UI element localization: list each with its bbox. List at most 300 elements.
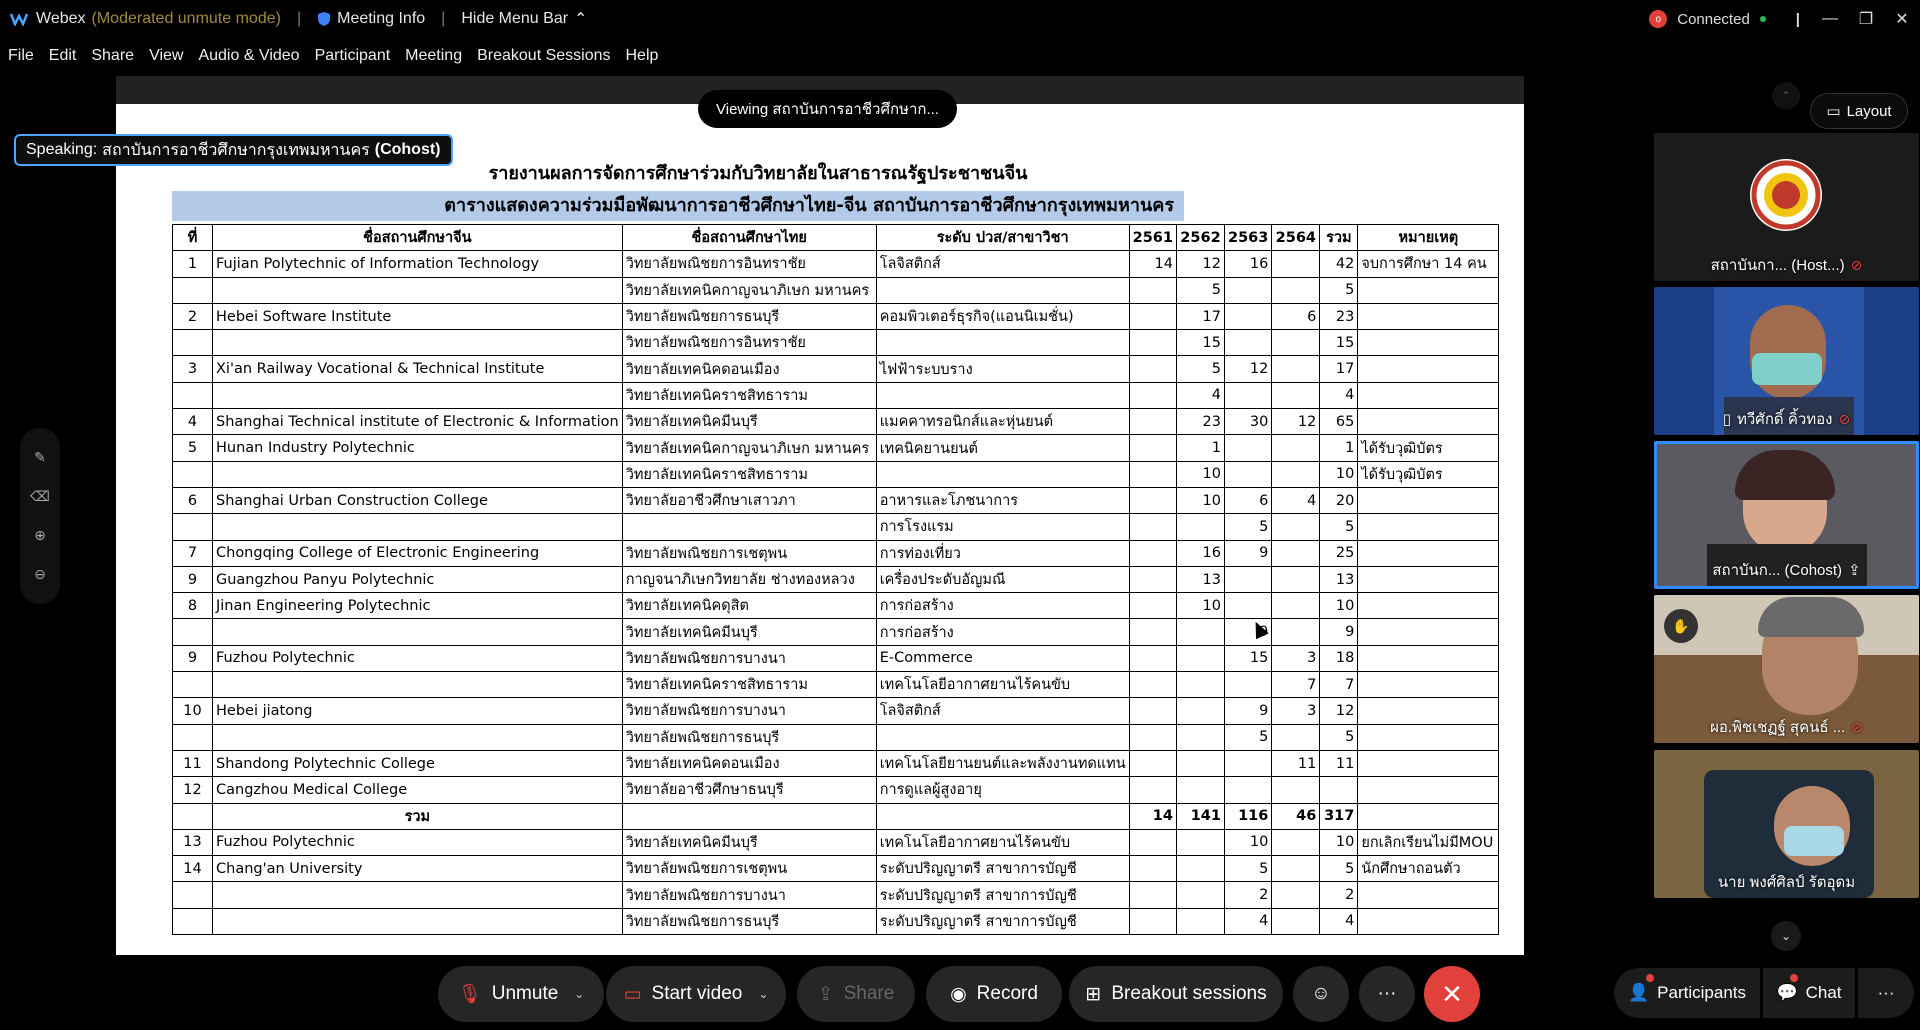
table-cell (1358, 409, 1499, 435)
hide-menu-bar-button[interactable] (461, 9, 587, 29)
table-cell: 7 (1272, 672, 1320, 698)
table-cell (1358, 908, 1499, 934)
divider: | (1795, 10, 1800, 28)
table-cell (876, 277, 1129, 303)
title-bar (0, 0, 1920, 38)
face-mask (1752, 353, 1822, 385)
table-cell (1224, 750, 1271, 776)
table-cell: 1 (1176, 435, 1224, 461)
connection-status[interactable] (1649, 0, 1800, 38)
table-cell (622, 803, 876, 829)
table-cell (1129, 566, 1176, 592)
table-cell: วิทยาลัยอาชีวศึกษาธนบุรี (622, 777, 876, 803)
table-cell: วิทยาลัยพณิชยการเชตุพน (622, 856, 876, 882)
table-cell (1176, 856, 1224, 882)
table-cell (1129, 908, 1176, 934)
participants-label: Participants (1657, 983, 1746, 1002)
menu-share[interactable]: Share (91, 47, 135, 64)
table-cell (1272, 461, 1320, 487)
table-cell: Fuzhou Polytechnic (213, 829, 623, 855)
total-value: 116 (1224, 803, 1271, 829)
zoom-in-icon[interactable]: ⊕ (34, 527, 46, 543)
video-off-icon: ▭ (623, 983, 642, 1005)
table-cell: ไฟฟ้าระบบราง (876, 356, 1129, 382)
table-cell: 10 (1224, 829, 1271, 855)
table-cell: 5 (1176, 277, 1224, 303)
table-cell: 4 (1176, 382, 1224, 408)
table-cell: วิทยาลัยเทคนิคมีนบุรี (622, 409, 876, 435)
table-cell (1129, 461, 1176, 487)
table-cell: 10 (1320, 593, 1358, 619)
window-controls (1812, 0, 1920, 38)
breakout-sessions-button[interactable] (1069, 966, 1283, 1022)
table-cell (1129, 382, 1176, 408)
chat-icon: 💬 (1776, 983, 1798, 1002)
table-cell (213, 330, 623, 356)
table-cell (1358, 724, 1499, 750)
table-cell: 5 (1320, 856, 1358, 882)
table-cell (1358, 277, 1499, 303)
table-cell (876, 330, 1129, 356)
annotate-pen-icon[interactable]: ✎ (34, 449, 46, 465)
table-cell: 11 (1320, 750, 1358, 776)
table-cell: Fuzhou Polytechnic (213, 645, 623, 671)
table-cell (173, 461, 213, 487)
table-cell (173, 277, 213, 303)
share-icon: ⇪ (817, 983, 834, 1005)
table-cell (1129, 435, 1176, 461)
table-cell (173, 882, 213, 908)
table-row (173, 908, 1499, 934)
table-cell: 16 (1176, 540, 1224, 566)
table-cell (1358, 672, 1499, 698)
table-cell (213, 461, 623, 487)
chat-button[interactable] (1763, 968, 1855, 1018)
table-cell (1129, 619, 1176, 645)
table-cell: วิทยาลัยพณิชยการธนบุรี (622, 908, 876, 934)
table-cell: แมคคาทรอนิกส์และหุ่นยนต์ (876, 409, 1129, 435)
shield-icon (317, 11, 331, 27)
column-header: รวม (1320, 225, 1358, 251)
chevron-down-icon[interactable]: ⌄ (1771, 921, 1801, 951)
table-row (173, 356, 1499, 382)
table-cell (1272, 856, 1320, 882)
table-row (173, 882, 1499, 908)
table-cell: วิทยาลัยเทคนิคกาญจนาภิเษก มหานคร (622, 277, 876, 303)
table-cell (1358, 566, 1499, 592)
table-cell: 6 (1224, 487, 1271, 513)
chevron-up-icon[interactable]: ⌃ (1772, 82, 1800, 110)
table-cell (1358, 698, 1499, 724)
zoom-out-icon[interactable]: ⊖ (34, 566, 46, 582)
table-cell (213, 672, 623, 698)
menu-breakout-sessions[interactable]: Breakout Sessions (477, 47, 611, 64)
table-cell: 23 (1176, 409, 1224, 435)
table-cell: 12 (1224, 356, 1271, 382)
table-cell: 3 (173, 356, 213, 382)
reactions-button[interactable] (1293, 966, 1349, 1022)
table-cell (1358, 750, 1499, 776)
table-cell: 9 (1320, 619, 1358, 645)
start-video-button[interactable] (606, 966, 786, 1022)
table-cell (213, 882, 623, 908)
table-cell: 6 (173, 487, 213, 513)
connected-dot-icon (1760, 16, 1766, 22)
table-cell (876, 724, 1129, 750)
share-label: Share (843, 983, 895, 1004)
table-cell: ได้รับวุฒิบัตร (1358, 435, 1499, 461)
document-title: รายงานผลการจัดการศึกษาร่วมกับวิทยาลัยในสาธารณรัฐประชาชนจีน (488, 163, 1028, 184)
muted-mic-icon: ⊘ (1838, 410, 1851, 427)
table-cell (1176, 645, 1224, 671)
participants-button[interactable] (1614, 968, 1760, 1018)
table-cell: ระดับปริญญาตรี สาขาการบัญชี (876, 882, 1129, 908)
table-cell: ได้รับวุฒิบัตร (1358, 461, 1499, 487)
table-cell (1129, 724, 1176, 750)
table-cell: Jinan Engineering Polytechnic (213, 593, 623, 619)
table-cell (173, 619, 213, 645)
raise-hand-icon: ✋ (1664, 609, 1698, 643)
table-cell: 2 (173, 303, 213, 329)
table-row (173, 540, 1499, 566)
more-options-button[interactable] (1359, 966, 1415, 1022)
table-cell (1358, 882, 1499, 908)
table-cell (1129, 487, 1176, 513)
record-button[interactable] (926, 966, 1062, 1022)
table-cell: 9 (1224, 540, 1271, 566)
menu-participant[interactable]: Participant (314, 47, 391, 64)
table-cell: การก่อสร้าง (876, 619, 1129, 645)
table-row (173, 566, 1499, 592)
table-cell (173, 672, 213, 698)
table-cell (1224, 461, 1271, 487)
table-cell (1358, 330, 1499, 356)
video-tile-participant-5[interactable] (1654, 750, 1919, 898)
speaking-role: (Cohost) (374, 141, 441, 158)
table-cell (1129, 882, 1176, 908)
table-cell: 30 (1224, 409, 1271, 435)
table-cell: Cangzhou Medical College (213, 777, 623, 803)
menu-view[interactable]: View (149, 47, 184, 64)
column-header: ระดับ ปวส/สาขาวิชา (876, 225, 1129, 251)
table-cell: อาหารและโภชนาการ (876, 487, 1129, 513)
table-row (173, 698, 1499, 724)
ellipsis-icon: ··· (1377, 983, 1397, 1004)
table-cell: วิทยาลัยเทคนิคราชสิทธาราม (622, 672, 876, 698)
table-cell: 10 (1320, 461, 1358, 487)
menu-meeting[interactable]: Meeting (405, 47, 463, 64)
table-cell (1176, 750, 1224, 776)
tile-name (1657, 558, 1916, 582)
table-cell: 17 (1176, 303, 1224, 329)
table-cell: นักศึกษาถอนตัว (1358, 856, 1499, 882)
speaking-prefix: Speaking: (26, 141, 98, 158)
participant-name: นาย พงศ์ศิลป์ รัตอุดม (1717, 874, 1856, 891)
table-cell: 5 (1224, 514, 1271, 540)
table-cell (1129, 750, 1176, 776)
table-cell: Shandong Polytechnic College (213, 750, 623, 776)
column-header: 2561 (1129, 225, 1176, 251)
restore-icon[interactable]: ❐ (1858, 11, 1874, 28)
table-cell (1358, 645, 1499, 671)
table-cell: 4 (173, 409, 213, 435)
table-cell (1358, 356, 1499, 382)
table-cell (1358, 487, 1499, 513)
table-row (173, 330, 1499, 356)
table-row (173, 487, 1499, 513)
table-cell: วิทยาลัยพณิชยการบางนา (622, 882, 876, 908)
table-cell: 4 (1224, 908, 1271, 934)
table-row (173, 619, 1499, 645)
table-cell: เครื่องประดับอัญมณี (876, 566, 1129, 592)
table-cell: วิทยาลัยพณิชยการเชตุพน (622, 540, 876, 566)
table-cell: Hunan Industry Polytechnic (213, 435, 623, 461)
table-cell: การโรงแรม (876, 514, 1129, 540)
table-cell (213, 908, 623, 934)
notification-dot-icon (1790, 974, 1798, 982)
table-cell: 9 (1224, 619, 1271, 645)
table-cell (213, 724, 623, 750)
menu-edit[interactable]: Edit (48, 47, 77, 64)
table-cell: 1 (173, 251, 213, 277)
hide-menu-label: Hide Menu Bar (461, 10, 569, 27)
table-row (173, 750, 1499, 776)
table-cell (1176, 882, 1224, 908)
table-cell (1272, 829, 1320, 855)
speaking-name: สถาบันการอาชีวศึกษากรุงเทพมหานคร (102, 141, 370, 159)
table-cell (1272, 514, 1320, 540)
table-cell (1272, 382, 1320, 408)
menu-help[interactable]: Help (625, 47, 659, 64)
video-hair (1735, 450, 1835, 500)
table-row (173, 435, 1499, 461)
eraser-icon[interactable]: ⌫ (30, 488, 50, 504)
breakout-icon: ⊞ (1085, 983, 1102, 1005)
muted-mic-icon: ⊘ (1851, 718, 1863, 735)
table-row (173, 303, 1499, 329)
table-cell (1358, 803, 1499, 829)
table-cell: วิทยาลัยพณิชยการธนบุรี (622, 724, 876, 750)
table-cell (1224, 672, 1271, 698)
column-header: หมายเหตุ (1358, 225, 1499, 251)
table-cell: 3 (1272, 698, 1320, 724)
participant-name: สถาบันก... (Cohost) (1712, 562, 1843, 579)
close-icon[interactable]: ✕ (1895, 11, 1909, 28)
muted-mic-icon: ⊘ (1850, 256, 1863, 273)
table-cell (1176, 829, 1224, 855)
table-cell: วิทยาลัยเทคนิคกาญจนาภิเษก มหานคร (622, 435, 876, 461)
table-cell (876, 461, 1129, 487)
table-cell: 10 (173, 698, 213, 724)
table-cell: 4 (1320, 908, 1358, 934)
table-cell: Guangzhou Panyu Polytechnic (213, 566, 623, 592)
video-tile-host[interactable] (1654, 133, 1919, 281)
tile-name (1654, 407, 1919, 431)
table-cell: 5 (1320, 514, 1358, 540)
table-cell: วิทยาลัยเทคนิคราชสิทธาราม (622, 461, 876, 487)
table-cell (213, 382, 623, 408)
table-row (173, 251, 1499, 277)
phone-icon: ▯ (1722, 411, 1731, 428)
tile-name (1654, 715, 1919, 739)
table-row (173, 724, 1499, 750)
table-cell (173, 330, 213, 356)
table-cell: 7 (173, 540, 213, 566)
minimize-icon[interactable]: — (1822, 10, 1838, 27)
video-tile-cohost[interactable] (1654, 441, 1919, 589)
table-cell: 17 (1320, 356, 1358, 382)
divider: | (441, 10, 446, 27)
table-cell (1129, 514, 1176, 540)
table-cell (1129, 645, 1176, 671)
divider: | (296, 10, 302, 27)
participant-name: ทวีศักดิ์ คิ้วทอง (1737, 411, 1833, 428)
more-panels-button[interactable] (1858, 968, 1914, 1018)
table-cell: 10 (1176, 487, 1224, 513)
layout-label: Layout (1846, 102, 1892, 120)
table-cell: 15 (1320, 330, 1358, 356)
table-cell (1129, 829, 1176, 855)
table-cell: การดูแลผู้สูงอายุ (876, 777, 1129, 803)
video-hair (1758, 597, 1864, 637)
table-cell: การก่อสร้าง (876, 593, 1129, 619)
table-cell: 3 (1272, 645, 1320, 671)
table-cell (876, 382, 1129, 408)
table-cell: วิทยาลัยพณิชยการอินทราชัย (622, 330, 876, 356)
face-mask (1784, 826, 1844, 856)
table-cell (622, 514, 876, 540)
table-cell (1272, 777, 1320, 803)
connection-label: Connected (1677, 10, 1750, 28)
table-cell: Xi'an Railway Vocational & Technical Institute (213, 356, 623, 382)
table-cell (173, 908, 213, 934)
table-cell (173, 382, 213, 408)
table-cell: 10 (1320, 829, 1358, 855)
table-cell (1272, 619, 1320, 645)
table-cell (173, 803, 213, 829)
table-cell (213, 514, 623, 540)
table-cell (173, 724, 213, 750)
table-cell: 1 (1320, 435, 1358, 461)
table-cell: 4 (1272, 487, 1320, 513)
total-value: 317 (1320, 803, 1358, 829)
table-cell (1129, 409, 1176, 435)
document-subtitle: ตารางแสดงความร่วมมือพัฒนาการอาชีวศึกษาไทย-จีน สถาบันการอาชีวศึกษากรุงเทพมหานคร (172, 191, 1184, 221)
table-cell (1224, 593, 1271, 619)
table-cell (1358, 303, 1499, 329)
layout-button[interactable] (1810, 93, 1908, 129)
table-cell: 16 (1224, 251, 1271, 277)
table-cell: E-Commerce (876, 645, 1129, 671)
leave-meeting-button[interactable] (1424, 966, 1480, 1022)
total-label: รวม (213, 803, 623, 829)
shared-screen[interactable] (116, 76, 1524, 955)
unmute-button[interactable] (438, 966, 604, 1022)
table-cell: วิทยาลัยอาชีวศึกษาเสาวภา (622, 487, 876, 513)
table-cell (1224, 303, 1271, 329)
table-cell (1272, 566, 1320, 592)
table-cell: เทคนิคยานยนต์ (876, 435, 1129, 461)
chevron-down-icon[interactable]: ⌄ (758, 987, 769, 1001)
table-cell: 9 (173, 645, 213, 671)
close-icon: ✕ (1441, 978, 1463, 1009)
table-cell (1272, 540, 1320, 566)
table-cell: Chang'an University (213, 856, 623, 882)
table-cell (1176, 672, 1224, 698)
meeting-mode: (Moderated unmute mode) (91, 10, 281, 27)
share-button[interactable] (797, 966, 915, 1022)
video-tile-participant-2[interactable] (1654, 287, 1919, 435)
video-tile-participant-4[interactable] (1654, 595, 1919, 743)
table-cell: ยกเลิกเรียนไม่มีMOU (1358, 829, 1499, 855)
table-cell (213, 619, 623, 645)
total-value: 141 (1176, 803, 1224, 829)
table-cell (1358, 593, 1499, 619)
column-header: 2564 (1272, 225, 1320, 251)
total-value: 46 (1272, 803, 1320, 829)
table-cell (173, 514, 213, 540)
viewing-banner[interactable]: Viewing สถาบันการอาชีวศึกษาก... (698, 90, 957, 128)
table-cell (1358, 540, 1499, 566)
table-cell: กาญจนาภิเษกวิทยาลัย ช่างทองหลวง (622, 566, 876, 592)
table-cell (1224, 435, 1271, 461)
table-cell: 10 (1176, 461, 1224, 487)
table-cell: 11 (173, 750, 213, 776)
menu-file[interactable]: File (8, 47, 34, 64)
tile-name (1654, 870, 1919, 894)
table-cell (1358, 382, 1499, 408)
table-cell (1129, 330, 1176, 356)
table-cell: 65 (1320, 409, 1358, 435)
column-header: 2563 (1224, 225, 1271, 251)
table-header-row (173, 225, 1499, 251)
table-row (173, 645, 1499, 671)
column-header: ชื่อสถานศึกษาจีน (213, 225, 623, 251)
meeting-info-button[interactable] (317, 10, 425, 28)
table-cell (1224, 382, 1271, 408)
table-cell (213, 277, 623, 303)
table-row (173, 409, 1499, 435)
table-cell: 5 (1224, 856, 1271, 882)
table-cell: 13 (173, 829, 213, 855)
table-cell: การท่องเที่ยว (876, 540, 1129, 566)
table-cell: 20 (1320, 487, 1358, 513)
annotation-toolbar (20, 428, 60, 604)
table-row (173, 461, 1499, 487)
table-cell: 42 (1320, 251, 1358, 277)
menu-audio-video[interactable]: Audio & Video (198, 47, 300, 64)
table-cell: 12 (173, 777, 213, 803)
institution-logo (1748, 157, 1824, 233)
chevron-up-icon: ⌃ (574, 11, 588, 28)
record-label: Record (976, 983, 1038, 1004)
table-cell (1129, 698, 1176, 724)
table-cell: เทคโนโลยียานยนต์และพลังงานทดแทน (876, 750, 1129, 776)
table-cell (1272, 435, 1320, 461)
table-cell: 5 (1320, 724, 1358, 750)
table-cell (1129, 777, 1176, 803)
chevron-down-icon[interactable]: ⌄ (574, 987, 585, 1001)
table-cell: วิทยาลัยเทคนิคดอนเมือง (622, 356, 876, 382)
table-cell: 12 (1176, 251, 1224, 277)
table-cell (1129, 540, 1176, 566)
smiley-icon: ☺ (1311, 983, 1331, 1004)
participant-name: ผอ.พิชเชฏฐ์ สุคนธ์ ... (1710, 719, 1846, 736)
table-cell (1129, 277, 1176, 303)
record-icon: ◉ (950, 983, 967, 1005)
table-total-row (173, 803, 1499, 829)
table-cell: Shanghai Technical institute of Electronic & Information (213, 409, 623, 435)
